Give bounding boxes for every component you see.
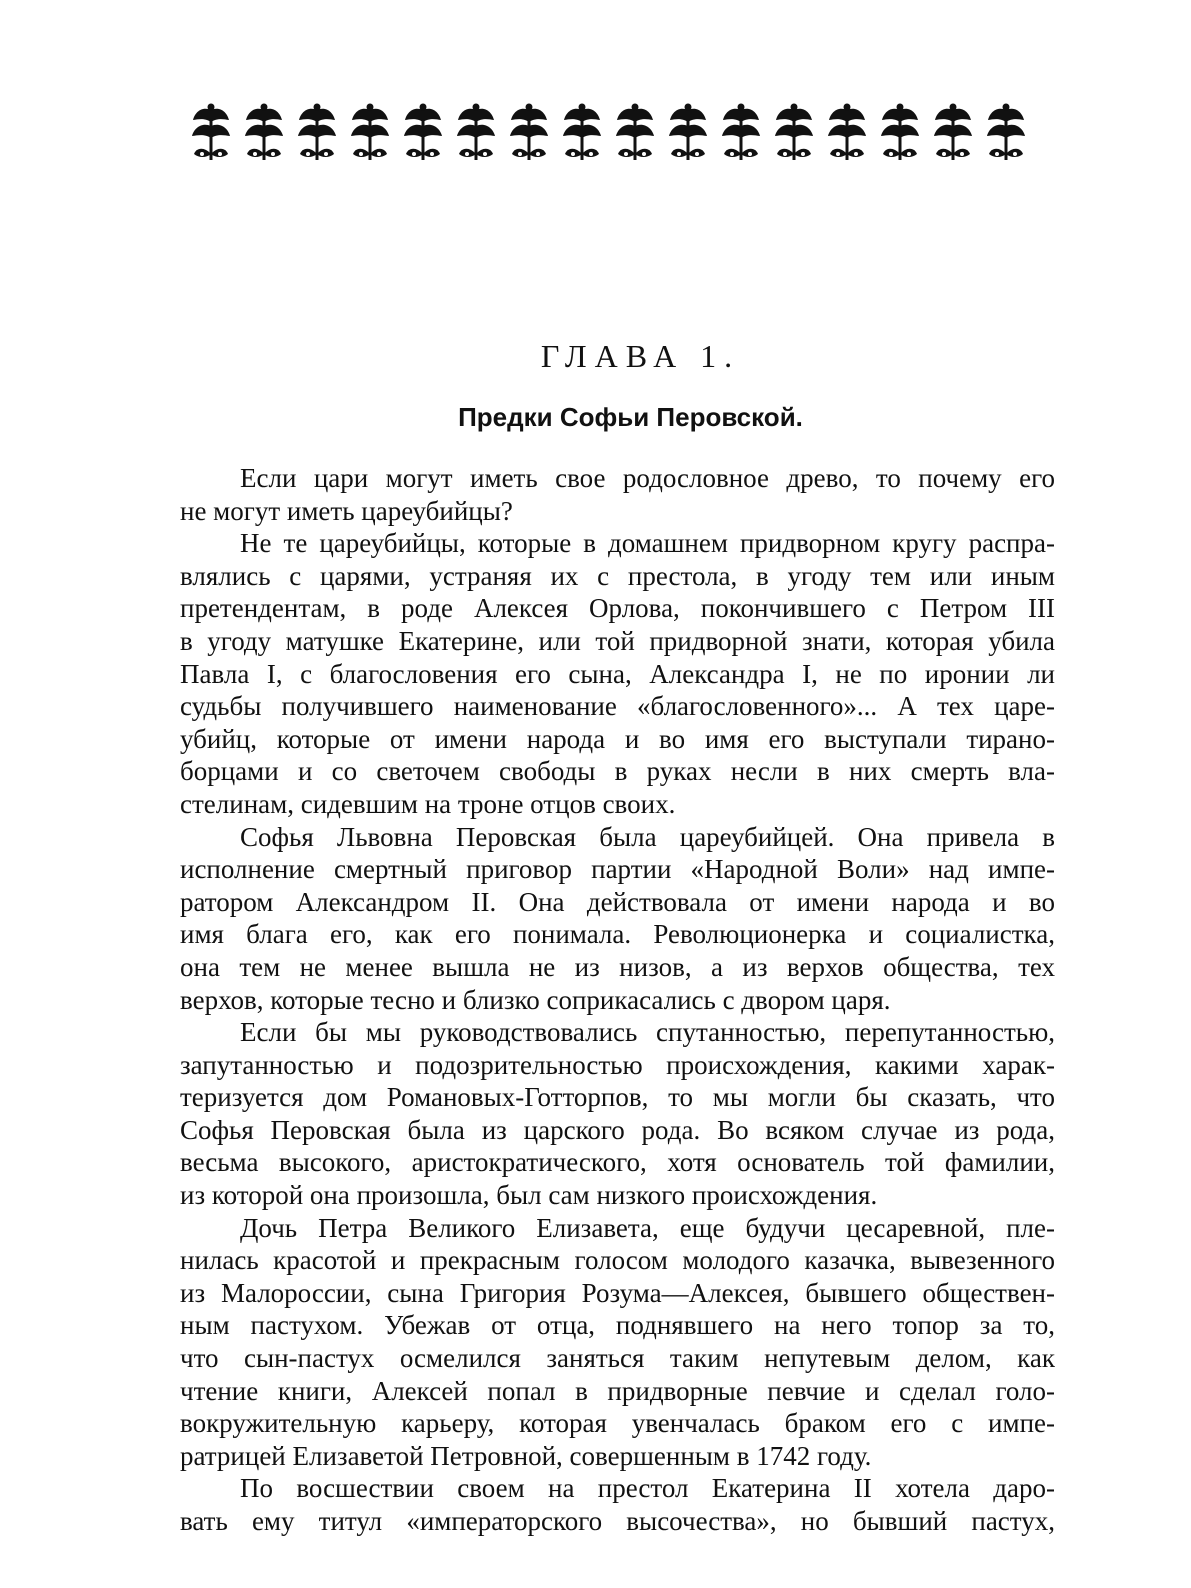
chapter-title: Предки Софьи Перовской. [458,402,803,432]
text-line: Павла I, с благословения его сына, Александра I, не по иронии ли [180,658,1055,689]
text-line: вать ему титул «императорского высочества», но бывший пастух, [180,1506,1055,1536]
text-line: стелинам, сидевшим на троне отцов своих. [180,788,676,819]
text-line: нилась красотой и прекрасным голосом молодого казачка, вывезенного [180,1245,1055,1276]
text-line: теризуется дом Романовых-Готторпов, то мы могли бы сказать, что [180,1082,1055,1113]
text-line: имя блага его, как его понимала. Революционерка и социалистка, [180,919,1055,950]
text-line: Софья Львовна Перовская была цареубийцей. Она привела в [240,821,1055,852]
text-line: ратором Александром II. Она действовала от имени народа и во [180,886,1055,917]
text-line: она тем не менее вышла не из низов, а из верхов общества, тех [180,951,1055,982]
text-line: Дочь Петра Великого Елизавета, еще будучи цесаревной, пле- [240,1212,1055,1243]
body-text [180,462,1055,1538]
text-line: верхов, которые тесно и близко соприкасались с двором царя. [180,984,891,1015]
text-line: из Малороссии, сына Григория Розума—Алексея, бывшего обществен- [180,1277,1055,1308]
chapter-heading: ГЛАВА 1. [540,338,741,374]
text-line: ратрицей Елизаветой Петровной, совершенным в 1742 году. [180,1440,872,1471]
text-line: что сын-пастух осмелился заняться таким непутевым делом, как [180,1343,1055,1374]
text-line: из которой она произошла, был сам низкого происхождения. [180,1180,878,1211]
text-line: Если бы мы руководствовались спутанностью, перепутанностью, [240,1017,1055,1048]
text-line: претендентам, в роде Алексея Орлова, покончившего с Петром III [180,593,1055,624]
decorative-ornament-border [188,102,1050,164]
text-line: не могут иметь цареубийцы? [180,495,513,526]
text-line: влялись с царями, устраняя их с престола, в угоду тем или иным [180,560,1055,591]
text-line: в угоду матушке Екатерине, или той придворной знати, которая убила [180,625,1055,656]
text-line: запутанностью и подозрительностью происхождения, какими харак- [180,1049,1055,1080]
text-line: вокружительную карьеру, которая увенчалась браком его с импе- [180,1408,1055,1439]
text-line: Софья Перовская была из царского рода. Во всяком случае из рода, [180,1114,1055,1145]
text-line: По восшествии своем на престол Екатерина II хотела даро- [240,1473,1055,1504]
text-line: Если цари могут иметь свое родословное древо, то почему его [240,463,1055,493]
text-line: весьма высокого, аристократического, хотя основатель той фамилии, [180,1147,1055,1178]
text-line: ным пастухом. Убежав от отца, поднявшего на него топор за то, [180,1310,1055,1341]
text-line: судьбы получившего наименование «благословенного»... А тех царе- [180,691,1055,722]
text-line: Не те цареубийцы, которые в домашнем придворном кругу распра- [240,528,1055,559]
text-line: исполнение смертный приговор партии «Народной Воли» над импе- [180,854,1055,885]
text-line: борцами и со светочем свободы в руках несли в них смерть вла- [180,756,1055,787]
text-line: чтение книги, Алексей попал в придворные певчие и сделал голо- [180,1375,1055,1406]
text-line: убийц, которые от имени народа и во имя его выступали тирано- [180,723,1055,754]
